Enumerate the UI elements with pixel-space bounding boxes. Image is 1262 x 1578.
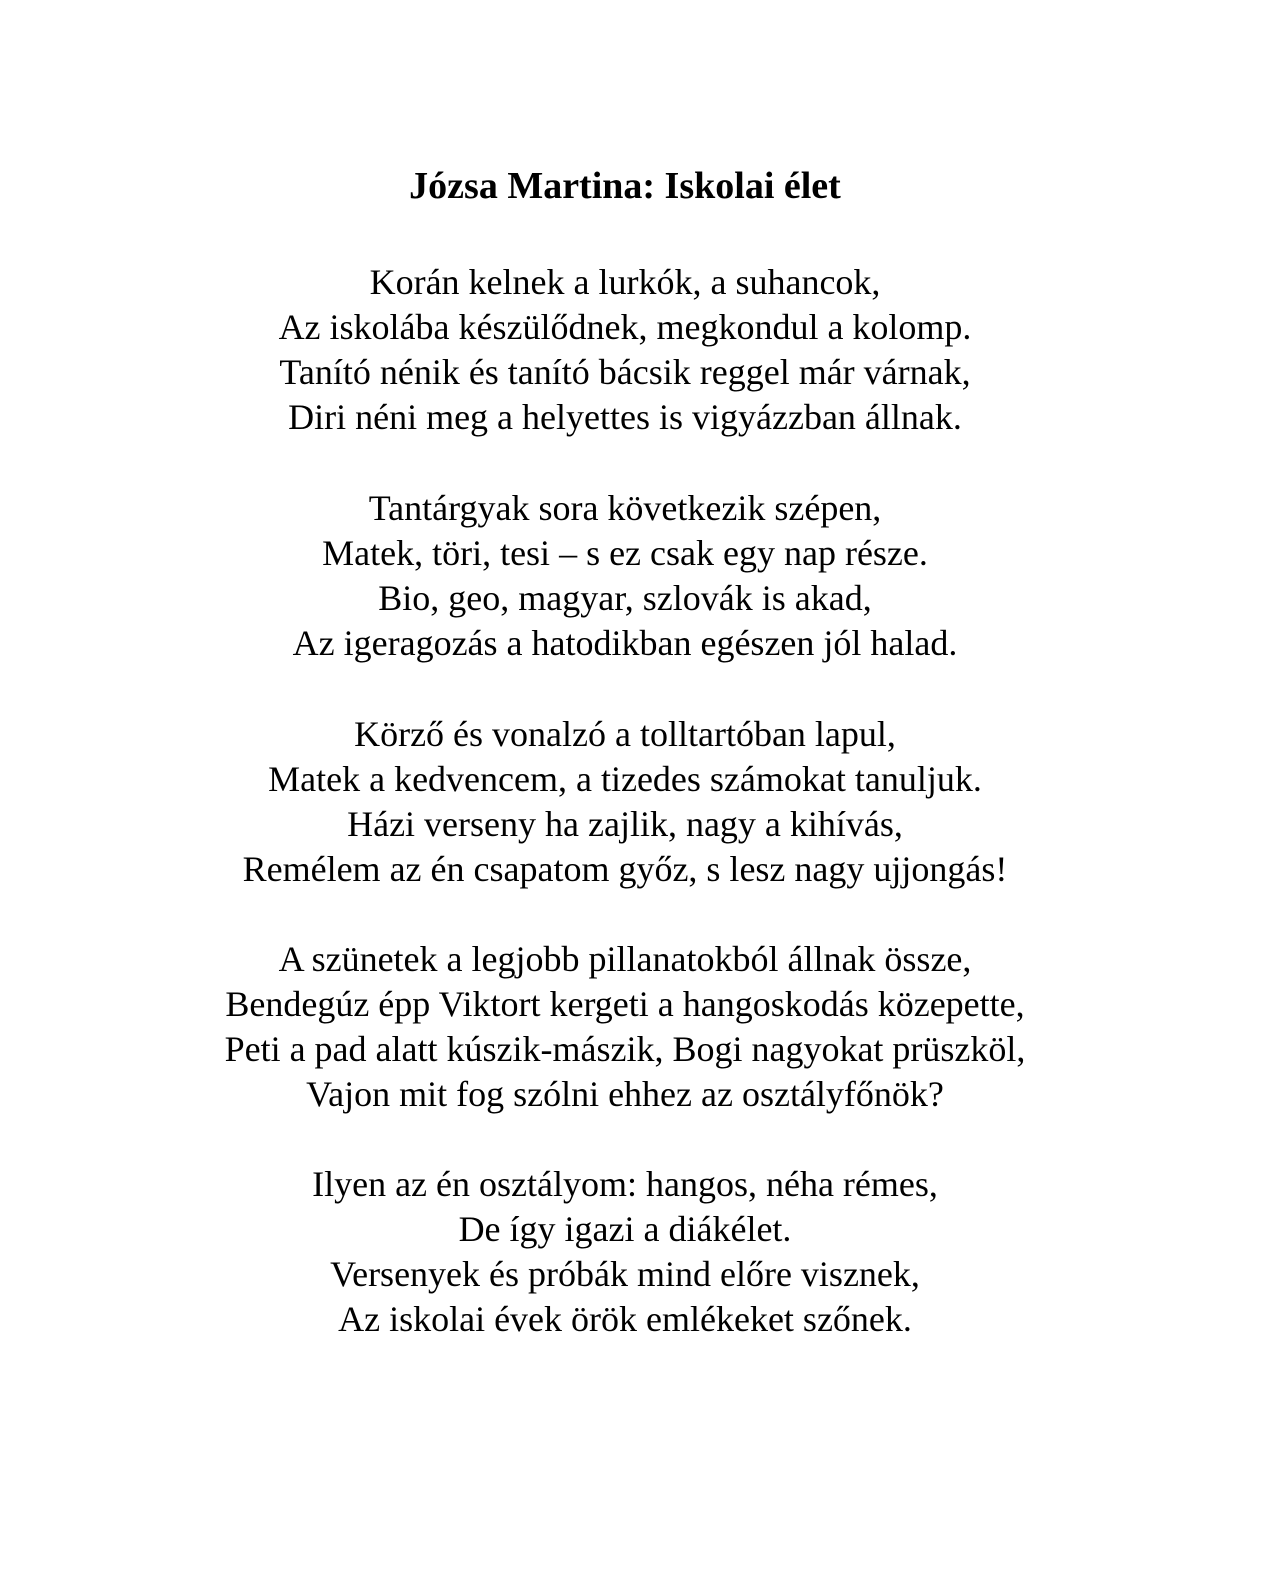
poem-line: Peti a pad alatt kúszik-mászik, Bogi nagyokat prüszköl, (224, 1029, 1026, 1069)
poem-line: Diri néni meg a helyettes is vigyázzban állnak. (288, 397, 962, 437)
poem-line: Körző és vonalzó a tolltartóban lapul, (354, 714, 896, 754)
poem-stanza-3 (0, 712, 1250, 892)
poem-stanza-4 (0, 937, 1250, 1117)
poem-line: De így igazi a diákélet. (458, 1209, 792, 1249)
poem-line: Tanító nénik és tanító bácsik reggel már várnak, (279, 352, 971, 392)
poem-line: Versenyek és próbák mind előre visznek, (330, 1254, 920, 1294)
poem-line: Matek a kedvencem, a tizedes számokat tanuljuk. (268, 759, 982, 799)
poem-line: Korán kelnek a lurkók, a suhancok, (369, 262, 881, 302)
poem-line: Az iskolai évek örök emlékeket szőnek. (338, 1299, 912, 1339)
poem-line: Matek, töri, tesi – s ez csak egy nap része. (322, 533, 928, 573)
poem-title: Józsa Martina: Iskolai élet (409, 165, 841, 207)
poem-line: Tantárgyak sora következik szépen, (368, 488, 882, 528)
poem-line: Bio, geo, magyar, szlovák is akad, (378, 578, 872, 618)
poem-stanza-1 (0, 260, 1250, 440)
poem-line: Az iskolába készülődnek, megkondul a kolomp. (278, 307, 972, 347)
poem-stanza-5 (0, 1162, 1250, 1342)
poem-line: A szünetek a legjobb pillanatokból állnak össze, (278, 939, 972, 979)
poem-line: Bendegúz épp Viktort kergeti a hangoskodás közepette, (225, 984, 1025, 1024)
poem-line: Házi verseny ha zajlik, nagy a kihívás, (347, 804, 903, 844)
poem-line: Ilyen az én osztályom: hangos, néha rémes, (312, 1164, 938, 1204)
poem-line: Vajon mit fog szólni ehhez az osztályfőnök? (306, 1074, 944, 1114)
poem-line: Remélem az én csapatom győz, s lesz nagy ujjongás! (242, 849, 1008, 889)
poem-line: Az igeragozás a hatodikban egészen jól halad. (292, 623, 958, 663)
poem-stanza-2 (0, 486, 1250, 666)
